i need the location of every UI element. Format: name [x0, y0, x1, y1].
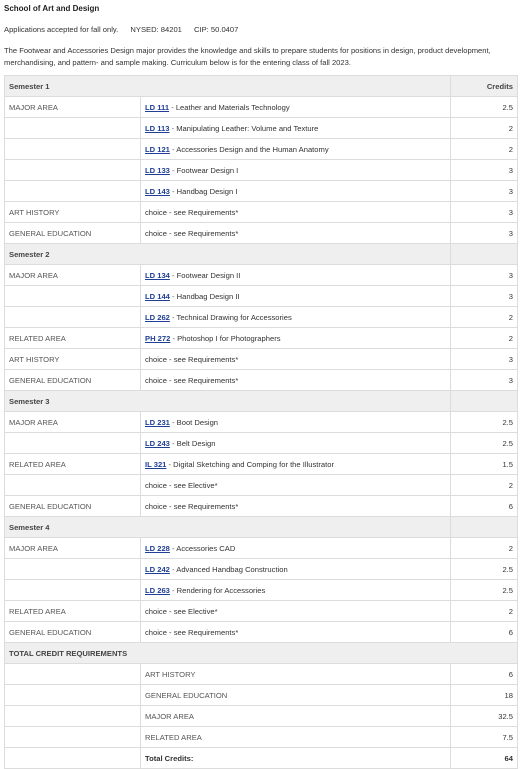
course-row	[5, 328, 518, 349]
course-cell	[141, 538, 451, 559]
course-credits: 2	[451, 118, 518, 139]
course-cell	[141, 202, 451, 223]
course-cell	[141, 223, 451, 244]
course-credits: 2.5	[451, 433, 518, 454]
course-code-link[interactable]: LD 263	[145, 585, 170, 595]
course-credits: 2	[451, 601, 518, 622]
course-cell	[141, 622, 451, 643]
program-meta	[4, 25, 517, 34]
total-area-label: GENERAL EDUCATION	[141, 685, 451, 706]
course-row	[5, 622, 518, 643]
separator: -	[169, 144, 177, 154]
area-label	[5, 475, 141, 496]
total-credits-row	[5, 748, 518, 769]
course-title: Accessories CAD	[176, 543, 236, 553]
course-credits: 2.5	[451, 97, 518, 118]
course-row	[5, 118, 518, 139]
course-row	[5, 538, 518, 559]
course-code-link[interactable]: LD 133	[145, 165, 170, 175]
totals-header-row	[5, 643, 518, 664]
total-area-credits: 32.5	[451, 706, 518, 727]
course-cell	[141, 265, 451, 286]
course-code-link[interactable]: LD 134	[145, 270, 170, 280]
course-row	[5, 265, 518, 286]
course-cell	[141, 370, 451, 391]
area-label	[5, 118, 141, 139]
course-credits: 2.5	[451, 412, 518, 433]
total-row	[5, 706, 518, 727]
program-description: The Footwear and Accessories Design major provides the knowledge and skills to prepare students for positions in design, product development, merchandising, and pattern- and sample making. Curriculum below is for the entering class of fall 2023.	[4, 46, 491, 67]
separator: -	[169, 291, 177, 301]
course-cell	[141, 139, 451, 160]
course-title: Boot Design	[176, 417, 219, 427]
course-cell	[141, 160, 451, 181]
curriculum-table	[4, 75, 518, 769]
semester-label: Semester 1	[5, 76, 451, 97]
course-credits: 3	[451, 370, 518, 391]
course-row	[5, 139, 518, 160]
totals-label: TOTAL CREDIT REQUIREMENTS	[5, 643, 518, 664]
course-title: choice - see Requirements*	[145, 501, 239, 511]
course-title: choice - see Elective*	[145, 606, 218, 616]
credits-header	[451, 244, 518, 265]
course-row	[5, 202, 518, 223]
area-label: GENERAL EDUCATION	[5, 370, 141, 391]
total-area-label: RELATED AREA	[141, 727, 451, 748]
area-label: MAJOR AREA	[5, 538, 141, 559]
course-row	[5, 370, 518, 391]
separator: -	[169, 123, 177, 133]
area-label	[5, 307, 141, 328]
course-credits: 2.5	[451, 559, 518, 580]
course-row	[5, 454, 518, 475]
course-credits: 2	[451, 538, 518, 559]
course-cell	[141, 118, 451, 139]
course-cell	[141, 433, 451, 454]
school-title: School of Art and Design	[4, 4, 100, 13]
total-area-label: MAJOR AREA	[141, 706, 451, 727]
cip-code: CIP: 50.0407	[194, 25, 239, 34]
course-title: Belt Design	[176, 438, 216, 448]
empty-cell	[5, 748, 141, 769]
course-credits: 3	[451, 223, 518, 244]
course-credits: 3	[451, 202, 518, 223]
course-title: Photoshop I for Photographers	[177, 333, 281, 343]
course-title: Manipulating Leather: Volume and Texture	[176, 123, 319, 133]
credits-header	[451, 391, 518, 412]
course-credits: 2	[451, 139, 518, 160]
total-area-credits: 18	[451, 685, 518, 706]
credits-header: Credits	[451, 76, 518, 97]
course-row	[5, 286, 518, 307]
course-title: Footwear Design II	[176, 270, 241, 280]
course-cell	[141, 181, 451, 202]
course-title: Leather and Materials Technology	[175, 102, 290, 112]
course-row	[5, 433, 518, 454]
area-label	[5, 433, 141, 454]
course-cell	[141, 475, 451, 496]
course-code-link[interactable]: LD 143	[145, 186, 170, 196]
area-label	[5, 160, 141, 181]
course-code-link[interactable]: LD 144	[145, 291, 170, 301]
separator: -	[169, 312, 177, 322]
course-title: Technical Drawing for Accessories	[176, 312, 292, 322]
course-code-link[interactable]: PH 272	[145, 333, 171, 343]
course-title: Rendering for Accessories	[176, 585, 266, 595]
course-code-link[interactable]: LD 231	[145, 417, 170, 427]
course-credits: 3	[451, 349, 518, 370]
semester-header-row	[5, 76, 518, 97]
area-label: GENERAL EDUCATION	[5, 496, 141, 517]
total-credits-label: Total Credits:	[141, 748, 451, 769]
course-cell	[141, 580, 451, 601]
course-credits: 3	[451, 181, 518, 202]
separator: -	[169, 186, 177, 196]
empty-cell	[5, 706, 141, 727]
area-label: GENERAL EDUCATION	[5, 622, 141, 643]
semester-label: Semester 2	[5, 244, 451, 265]
course-title: choice - see Elective*	[145, 480, 218, 490]
area-label: GENERAL EDUCATION	[5, 223, 141, 244]
course-cell	[141, 559, 451, 580]
separator: -	[169, 102, 176, 112]
area-label: RELATED AREA	[5, 454, 141, 475]
course-credits: 3	[451, 160, 518, 181]
course-row	[5, 223, 518, 244]
nysed-code: NYSED: 84201	[130, 25, 182, 34]
course-code-link[interactable]: LD 228	[145, 543, 170, 553]
area-label: MAJOR AREA	[5, 97, 141, 118]
course-code-link[interactable]: LD 242	[145, 564, 170, 574]
course-credits: 2.5	[451, 580, 518, 601]
course-title: Digital Sketching and Comping for the Illustrator	[173, 459, 334, 469]
semester-label: Semester 3	[5, 391, 451, 412]
area-label: MAJOR AREA	[5, 265, 141, 286]
course-row	[5, 601, 518, 622]
course-row	[5, 349, 518, 370]
course-row	[5, 181, 518, 202]
separator: -	[169, 585, 177, 595]
area-label	[5, 286, 141, 307]
course-cell	[141, 349, 451, 370]
course-title: Handbag Design II	[176, 291, 240, 301]
course-row	[5, 559, 518, 580]
area-label: ART HISTORY	[5, 202, 141, 223]
course-row	[5, 97, 518, 118]
area-label: MAJOR AREA	[5, 412, 141, 433]
empty-cell	[5, 685, 141, 706]
total-credits-value: 64	[451, 748, 518, 769]
course-title: Advanced Handbag Construction	[176, 564, 288, 574]
course-title: Handbag Design I	[176, 186, 238, 196]
total-row	[5, 664, 518, 685]
course-code-link[interactable]: LD 262	[145, 312, 170, 322]
course-cell	[141, 286, 451, 307]
empty-cell	[5, 664, 141, 685]
course-credits: 6	[451, 496, 518, 517]
course-title: choice - see Requirements*	[145, 375, 239, 385]
area-label	[5, 580, 141, 601]
total-row	[5, 685, 518, 706]
course-credits: 3	[451, 265, 518, 286]
semester-header-row	[5, 517, 518, 538]
area-label	[5, 181, 141, 202]
course-title: choice - see Requirements*	[145, 354, 239, 364]
separator: -	[170, 333, 178, 343]
course-title: choice - see Requirements*	[145, 207, 239, 217]
course-title: choice - see Requirements*	[145, 228, 239, 238]
area-label: ART HISTORY	[5, 349, 141, 370]
course-cell	[141, 601, 451, 622]
course-code-link[interactable]: LD 243	[145, 438, 170, 448]
course-credits: 2	[451, 307, 518, 328]
applications-note: Applications accepted for fall only.	[4, 25, 119, 34]
area-label: RELATED AREA	[5, 328, 141, 349]
area-label	[5, 139, 141, 160]
course-row	[5, 412, 518, 433]
course-title: Accessories Design and the Human Anatomy	[176, 144, 329, 154]
course-code-link[interactable]: LD 111	[145, 102, 170, 112]
semester-label: Semester 4	[5, 517, 451, 538]
total-area-credits: 7.5	[451, 727, 518, 748]
course-cell	[141, 412, 451, 433]
total-area-label: ART HISTORY	[141, 664, 451, 685]
total-area-credits: 6	[451, 664, 518, 685]
course-credits: 3	[451, 286, 518, 307]
course-code-link[interactable]: LD 113	[145, 123, 170, 133]
area-label: RELATED AREA	[5, 601, 141, 622]
course-row	[5, 475, 518, 496]
area-label	[5, 559, 141, 580]
course-cell	[141, 97, 451, 118]
course-code-link[interactable]: IL 321	[145, 459, 167, 469]
credits-header	[451, 517, 518, 538]
course-credits: 6	[451, 622, 518, 643]
total-row	[5, 727, 518, 748]
separator: -	[166, 459, 174, 469]
course-row	[5, 307, 518, 328]
course-cell	[141, 307, 451, 328]
course-row	[5, 160, 518, 181]
separator: -	[169, 438, 177, 448]
course-credits: 1.5	[451, 454, 518, 475]
course-credits: 2	[451, 475, 518, 496]
curriculum-table-body	[5, 76, 518, 769]
course-code-link[interactable]: LD 121	[145, 144, 170, 154]
separator: -	[169, 165, 177, 175]
course-row	[5, 496, 518, 517]
separator: -	[169, 417, 177, 427]
course-cell	[141, 328, 451, 349]
course-credits: 2	[451, 328, 518, 349]
course-title: Footwear Design I	[176, 165, 239, 175]
semester-header-row	[5, 391, 518, 412]
course-row	[5, 580, 518, 601]
empty-cell	[5, 727, 141, 748]
semester-header-row	[5, 244, 518, 265]
course-title: choice - see Requirements*	[145, 627, 239, 637]
separator: -	[169, 270, 177, 280]
course-cell	[141, 496, 451, 517]
separator: -	[169, 564, 177, 574]
course-cell	[141, 454, 451, 475]
separator: -	[169, 543, 177, 553]
